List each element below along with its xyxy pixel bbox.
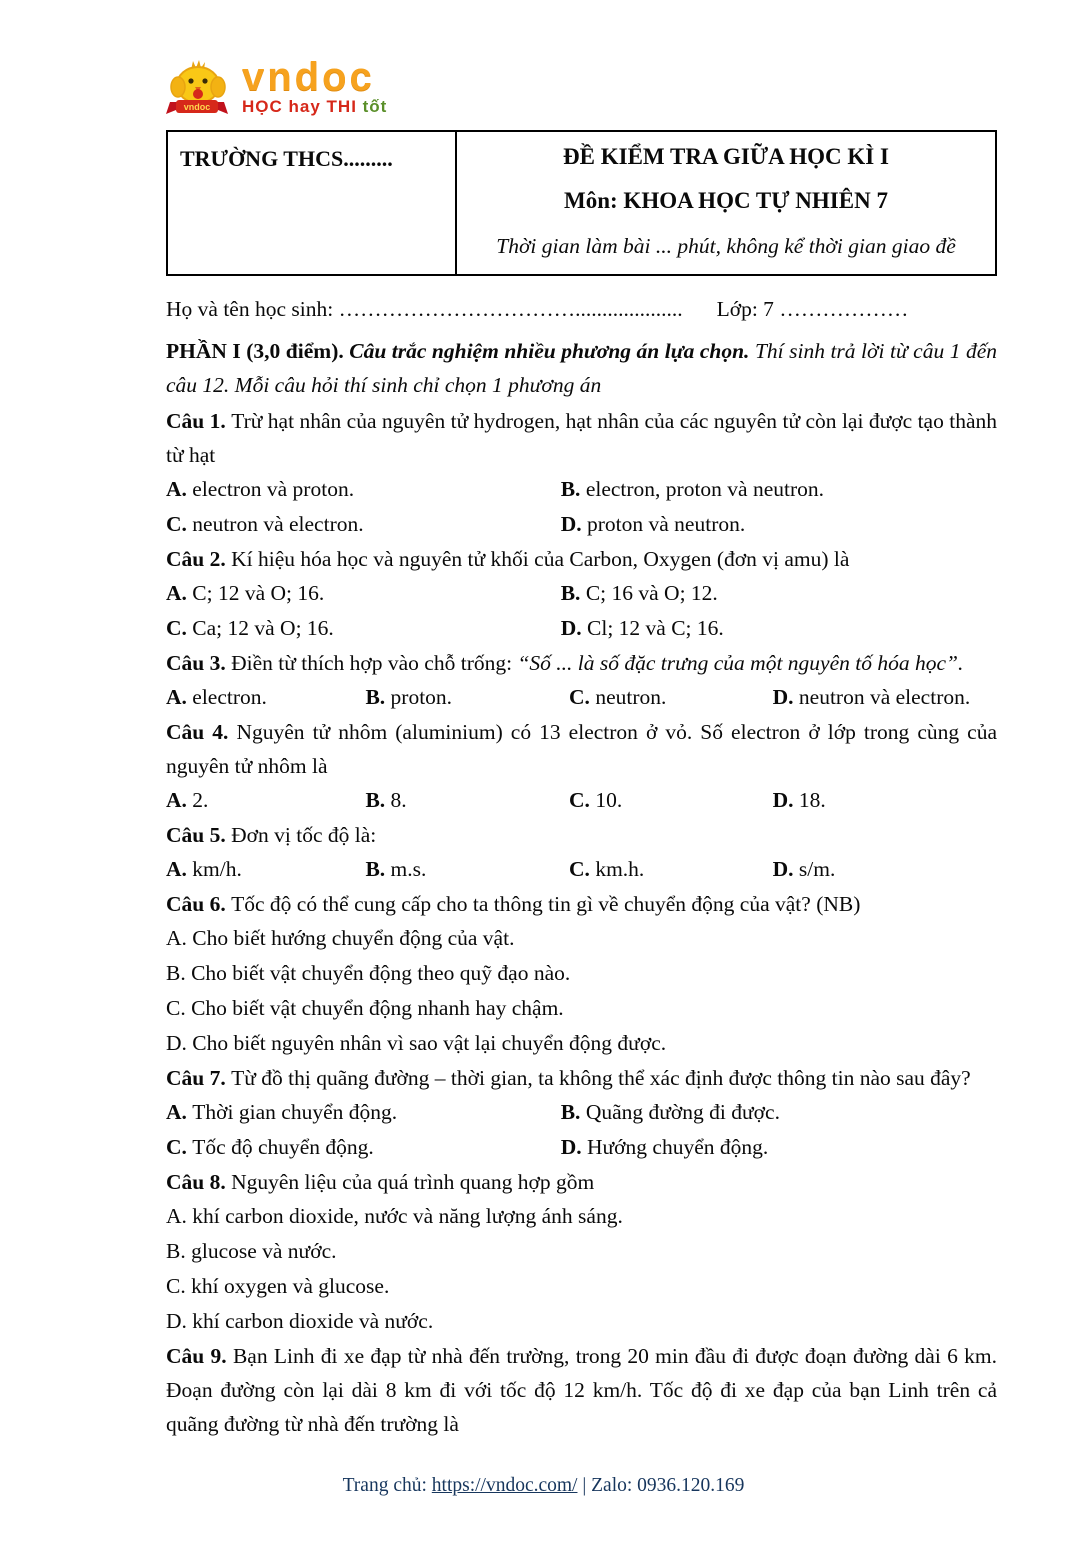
option-text: Cho biết nguyên nhân vì sao vật lại chuyển động được.	[192, 1031, 667, 1055]
option-text: electron.	[192, 685, 267, 709]
question-block	[166, 404, 997, 542]
option-label: D.	[560, 1135, 587, 1159]
option-text: km/h.	[192, 857, 242, 881]
answer-option	[166, 472, 561, 507]
question-block	[166, 1339, 997, 1441]
option-text: electron, proton và neutron.	[585, 477, 825, 501]
answer-option	[561, 576, 997, 611]
part1-instructions: Thí sinh trả lời từ câu 1 đến câu 12. Mỗi câu hỏi thí sinh chỉ chọn 1 phương án	[166, 339, 997, 397]
question-block	[166, 1061, 997, 1165]
logo-tagline-word: hay	[288, 97, 327, 116]
answer-option	[166, 1095, 561, 1130]
answer-option	[561, 611, 997, 646]
options-grid	[166, 680, 997, 715]
answer-option	[561, 507, 997, 542]
option-text: Quãng đường đi được.	[585, 1100, 780, 1124]
option-label: C.	[166, 512, 193, 536]
logo-tagline-word: tốt	[362, 97, 388, 116]
question-number: Câu 6.	[166, 892, 232, 916]
option-text: Cl; 12 và C; 16.	[587, 616, 724, 640]
option-label: A.	[166, 477, 193, 501]
option-text: electron và proton.	[192, 477, 355, 501]
answer-option	[561, 1130, 997, 1165]
school-name: TRƯỜNG THCS.........	[167, 131, 456, 275]
logo-tagline	[242, 96, 387, 118]
option-label: B.	[560, 581, 586, 605]
part1-subtitle: Câu trắc nghiệm nhiều phương án lựa chọn.	[349, 339, 755, 363]
option-text: 18.	[798, 788, 826, 812]
option-label: A.	[166, 857, 193, 881]
logo-tagline-word: THI	[326, 97, 363, 116]
answer-option	[166, 956, 997, 991]
question-text: Nguyên tử nhôm (aluminium) có 13 electron ở vỏ. Số electron ở lớp trong cùng của nguyên tử nhôm là	[166, 720, 997, 778]
question-number: Câu 1.	[166, 409, 232, 433]
option-label: A.	[166, 685, 193, 709]
answer-option	[166, 783, 365, 818]
question-text: Nguyên liệu của quá trình quang hợp gồm	[231, 1170, 595, 1194]
option-text: 8.	[390, 788, 407, 812]
option-label: B.	[166, 1239, 192, 1263]
question-number: Câu 9.	[166, 1344, 233, 1368]
answer-option	[166, 991, 997, 1026]
answer-option	[166, 611, 561, 646]
option-label: A.	[166, 926, 193, 950]
question-stem	[166, 1061, 997, 1095]
answer-option	[773, 783, 997, 818]
answer-option	[166, 1199, 997, 1234]
question-text: Kí hiệu hóa học và nguyên tử khối của Carbon, Oxygen (đơn vị amu) là	[231, 547, 850, 571]
question-text: Bạn Linh đi xe đạp từ nhà đến trường, trong 20 min đầu đi được đoạn đường dài 6 km. Đoạn đường còn lại dài 8 km đi với tốc độ 12 km/h. Tốc độ đi xe đạp của bạn Linh trên cả quãng đường từ nhà đến trường là	[166, 1344, 998, 1436]
question-block	[166, 887, 997, 1061]
option-text: Ca; 12 và O; 16.	[192, 616, 334, 640]
option-text: 2.	[192, 788, 209, 812]
option-label: D.	[560, 512, 587, 536]
question-stem	[166, 1165, 997, 1199]
part1-label: PHẦN I (3,0 điểm).	[166, 339, 350, 363]
page-footer	[0, 1469, 1087, 1503]
option-text: 10.	[595, 788, 623, 812]
question-text-italic: “Số ... là số đặc trưng của một nguyên tố hóa học”.	[517, 651, 964, 675]
option-label: C.	[569, 857, 596, 881]
option-text: Thời gian chuyển động.	[192, 1100, 398, 1124]
answer-option	[773, 680, 997, 715]
answer-option	[569, 783, 773, 818]
answer-option	[166, 1026, 997, 1061]
question-block	[166, 646, 997, 715]
answer-option	[569, 680, 773, 715]
answer-option	[166, 680, 365, 715]
footer-zalo: | Zalo: 0936.120.169	[577, 1475, 745, 1496]
option-label: C.	[166, 1135, 193, 1159]
question-block	[166, 1165, 997, 1339]
answer-option	[166, 576, 561, 611]
option-label: B.	[365, 857, 391, 881]
answer-option	[166, 1269, 997, 1304]
homepage-link[interactable]: https://vndoc.com/	[431, 1475, 578, 1496]
option-label: B.	[166, 961, 192, 985]
option-text: Hướng chuyển động.	[587, 1135, 769, 1159]
student-name-blank: ……………………………....................	[338, 297, 683, 321]
question-number: Câu 3.	[166, 651, 232, 675]
answer-option	[166, 507, 561, 542]
option-text: neutron.	[595, 685, 667, 709]
option-text: proton và neutron.	[587, 512, 746, 536]
options-grid	[166, 783, 997, 818]
option-text: C; 16 và O; 12.	[585, 581, 718, 605]
option-text: Cho biết vật chuyển động theo quỹ đạo nào.	[191, 961, 571, 985]
option-text: s/m.	[798, 857, 836, 881]
option-text: khí oxygen và glucose.	[191, 1274, 390, 1298]
option-text: Cho biết hướng chuyển động của vật.	[192, 926, 515, 950]
answer-option	[365, 852, 569, 887]
question-stem	[166, 646, 997, 680]
option-label: B.	[365, 685, 391, 709]
answer-option	[561, 1095, 997, 1130]
question-stem	[166, 887, 997, 921]
option-label: D.	[166, 1309, 193, 1333]
question-stem	[166, 1339, 997, 1441]
option-label: A.	[166, 1100, 193, 1124]
option-text: C; 12 và O; 16.	[192, 581, 325, 605]
question-number: Câu 7.	[166, 1066, 232, 1090]
option-text: neutron và electron.	[798, 685, 971, 709]
answer-option	[569, 852, 773, 887]
exam-header-table	[166, 130, 997, 276]
answer-option	[773, 852, 997, 887]
exam-title: ĐỀ KIỂM TRA GIỮA HỌC KÌ I	[563, 144, 889, 169]
option-label: C.	[166, 1274, 192, 1298]
logo-tagline-word: HỌC	[242, 97, 289, 116]
question-block	[166, 542, 997, 646]
option-label: B.	[365, 788, 391, 812]
question-text: Tốc độ có thể cung cấp cho ta thông tin gì về chuyển động của vật? (NB)	[231, 892, 861, 916]
logo-brand-text: vndoc	[242, 55, 375, 99]
question-block	[166, 818, 997, 887]
option-label: C.	[569, 788, 596, 812]
chick-mascot-icon	[160, 58, 234, 120]
question-stem	[166, 818, 997, 852]
questions	[166, 404, 997, 1441]
options-grid	[166, 472, 997, 542]
answer-option	[166, 1130, 561, 1165]
option-label: D.	[772, 685, 799, 709]
option-label: D.	[772, 788, 799, 812]
answer-option	[166, 921, 997, 956]
logo-ribbon-text: vndoc	[183, 102, 211, 112]
option-label: D.	[560, 616, 587, 640]
answer-option	[166, 1304, 997, 1339]
question-block	[166, 715, 997, 818]
option-text: khí carbon dioxide và nước.	[192, 1309, 434, 1333]
class-blank: ………………	[779, 297, 909, 321]
question-number: Câu 5.	[166, 823, 232, 847]
answer-option	[365, 783, 569, 818]
question-stem	[166, 542, 997, 576]
option-text: Cho biết vật chuyển động nhanh hay chậm.	[191, 996, 564, 1020]
answer-option	[561, 472, 997, 507]
option-label: D.	[772, 857, 799, 881]
question-text: Đơn vị tốc độ là:	[231, 823, 377, 847]
answer-option	[365, 680, 569, 715]
question-number: Câu 4.	[166, 720, 237, 744]
student-name-label: Họ và tên học sinh:	[166, 297, 339, 321]
option-label: C.	[166, 616, 193, 640]
option-label: C.	[166, 996, 192, 1020]
option-label: A.	[166, 788, 193, 812]
option-label: A.	[166, 1204, 193, 1228]
option-text: km.h.	[595, 857, 645, 881]
options-grid	[166, 1095, 997, 1165]
question-text: Trừ hạt nhân của nguyên tử hydrogen, hạt nhân của các nguyên tử còn lại được tạo thành từ hạt	[166, 409, 998, 467]
answer-option	[166, 1234, 997, 1269]
option-text: khí carbon dioxide, nước và năng lượng ánh sáng.	[192, 1204, 623, 1228]
options-grid	[166, 852, 997, 887]
option-label: B.	[560, 477, 586, 501]
part1-heading	[166, 334, 997, 402]
class-label: Lớp: 7	[716, 297, 780, 321]
footer-prefix: Trang chủ:	[342, 1475, 432, 1496]
exam-duration: Thời gian làm bài ... phút, không kể thời gian giao đề	[496, 234, 956, 258]
option-label: D.	[166, 1031, 193, 1055]
question-text: Điền từ thích hợp vào chỗ trống:	[231, 651, 518, 675]
question-stem	[166, 404, 997, 472]
vndoc-logo	[160, 55, 997, 122]
question-number: Câu 8.	[166, 1170, 232, 1194]
student-info-line	[166, 292, 997, 326]
question-text: Từ đồ thị quãng đường – thời gian, ta không thể xác định được thông tin nào sau đây?	[231, 1066, 971, 1090]
question-stem	[166, 715, 997, 783]
option-label: C.	[569, 685, 596, 709]
option-text: neutron và electron.	[192, 512, 364, 536]
question-number: Câu 2.	[166, 547, 232, 571]
option-label: B.	[560, 1100, 586, 1124]
option-label: A.	[166, 581, 193, 605]
option-text: Tốc độ chuyển động.	[192, 1135, 374, 1159]
option-text: glucose và nước.	[191, 1239, 337, 1263]
answer-option	[166, 852, 365, 887]
exam-subject: Môn: KHOA HỌC TỰ NHIÊN 7	[564, 188, 888, 213]
option-text: m.s.	[390, 857, 427, 881]
option-text: proton.	[390, 685, 453, 709]
options-grid	[166, 576, 997, 646]
